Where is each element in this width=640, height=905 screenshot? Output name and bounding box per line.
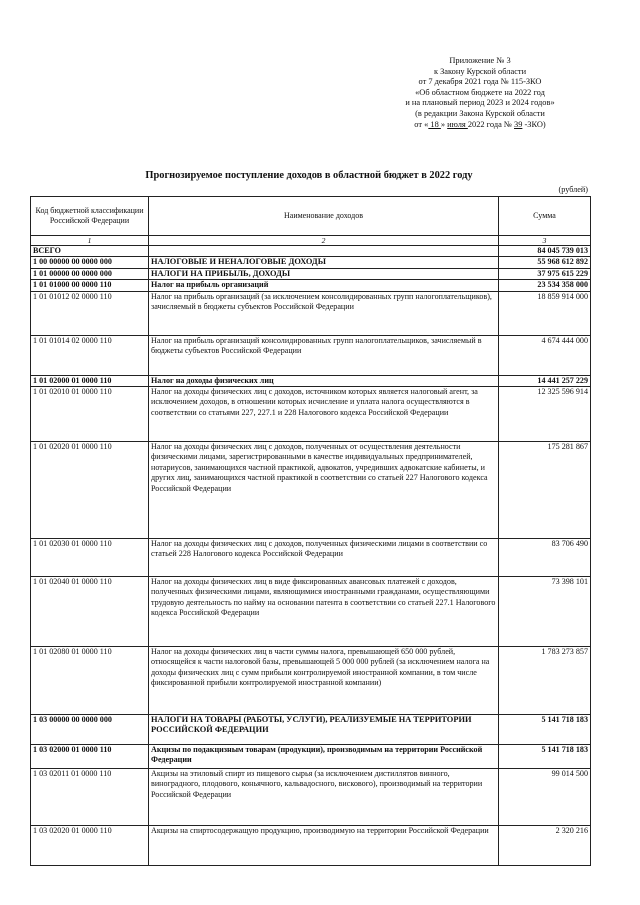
row-name: Налог на доходы физических лиц с доходов, полученных физическими лицами в соответствии со статьей 228 Налогового кодекса Российской Федерации [149, 539, 499, 577]
table-row [31, 268, 591, 279]
row-name: Налог на доходы физических лиц [149, 375, 499, 386]
row-amount: 175 281 867 [499, 442, 591, 539]
row-amount: 12 325 596 914 [499, 387, 591, 442]
row-amount: 23 534 358 000 [499, 280, 591, 291]
row-code: 1 01 01014 02 0000 110 [31, 335, 149, 375]
table-row [31, 442, 591, 539]
row-name: Налог на доходы физических лиц с доходов, источником которых является налоговый агент, за исключением доходов, в отношении которых исчисление и уплата налога осуществляются в соответствии со статьями 227, 227.1 и 228 Налогового кодекса Российской Федерации [149, 387, 499, 442]
row-amount: 84 045 739 013 [499, 246, 591, 257]
row-name: Налог на прибыль организаций [149, 280, 499, 291]
row-code: 1 03 02011 01 0000 110 [31, 769, 149, 826]
table-row [31, 291, 591, 335]
row-amount: 4 674 444 000 [499, 335, 591, 375]
row-amount: 14 441 257 229 [499, 375, 591, 386]
table-row [31, 826, 591, 866]
row-code: 1 03 00000 00 0000 000 [31, 715, 149, 745]
row-code: 1 01 00000 00 0000 000 [31, 268, 149, 279]
header-amount: Сумма [499, 197, 591, 236]
row-code: 1 01 02040 01 0000 110 [31, 577, 149, 647]
table-header-row [31, 197, 591, 236]
table-row [31, 375, 591, 386]
row-name [149, 246, 499, 257]
date-day: 18 [428, 119, 441, 129]
row-amount: 83 706 490 [499, 539, 591, 577]
row-amount: 55 968 612 892 [499, 257, 591, 268]
row-code: ВСЕГО [31, 246, 149, 257]
appendix-line: и на плановый период 2023 и 2024 годов» [405, 98, 555, 108]
row-amount: 18 859 914 000 [499, 291, 591, 335]
row-name: Акцизы по подакцизным товарам (продукции), производимым на территории Российской Федерации [149, 745, 499, 769]
row-code: 1 01 02010 01 0000 110 [31, 387, 149, 442]
row-code: 1 01 02020 01 0000 110 [31, 442, 149, 539]
date-separator: » [440, 119, 448, 129]
column-number: 2 [149, 236, 499, 246]
appendix-line: от 7 декабря 2021 года № 115-ЗКО [418, 77, 542, 87]
row-name: Налог на доходы физических лиц в виде фиксированных авансовых платежей с доходов, полученных физическими лицами, являющимися иностранными гражданами, осуществляющими трудовую деятельность по найму на основании патента в соответствии со статьей 227.1 Налогового кодекса Российской Федерации [149, 577, 499, 647]
row-name: Налог на прибыль организаций консолидированных групп налогоплательщиков, зачисляемый в бюджеты субъектов Российской Федерации [149, 335, 499, 375]
row-name: НАЛОГИ НА ПРИБЫЛЬ, ДОХОДЫ [149, 268, 499, 279]
appendix-line: Приложение № 3 [449, 56, 511, 65]
row-code: 1 01 02080 01 0000 110 [31, 647, 149, 715]
document-title: Прогнозируемое поступление доходов в областной бюджет в 2022 году [145, 170, 473, 181]
row-amount: 5 141 718 183 [499, 745, 591, 769]
row-name: Налог на доходы физических лиц в части суммы налога, превышающей 650 000 рублей, относящейся к части налоговой базы, превышающей 5 000 000 рублей (за исключением налога на доходы физических лиц с сумм прибыли контролируемой иностранной компании, в том числе фиксированной прибыли контролируемой иностранной компании) [149, 647, 499, 715]
row-amount: 99 014 500 [499, 769, 591, 826]
row-name: Акцизы на спиртосодержащую продукцию, производимую на территории Российской Федерации [149, 826, 499, 866]
table-row [31, 769, 591, 826]
row-amount: 5 141 718 183 [499, 715, 591, 745]
row-amount: 73 398 101 [499, 577, 591, 647]
row-amount: 2 320 216 [499, 826, 591, 866]
row-code: 1 01 01000 00 0000 110 [31, 280, 149, 291]
row-name: Акцизы на этиловый спирт из пищевого сырья (за исключением дистиллятов винного, виноградного, плодового, коньячного, кальвадосного, вискового), производимый на территории Российской Федерации [149, 769, 499, 826]
row-name: НАЛОГОВЫЕ И НЕНАЛОГОВЫЕ ДОХОДЫ [149, 257, 499, 268]
appendix-line: к Закону Курской области [433, 66, 527, 76]
table-row [31, 257, 591, 268]
row-code: 1 01 01012 02 0000 110 [31, 291, 149, 335]
row-name: Налог на доходы физических лиц с доходов, полученных от осуществления деятельности физическими лицами, зарегистрированными в качестве индивидуальных предпринимателей, нотариусов, занимающихся частной практикой, адвокатов, учредивших адвокатские кабинеты, и других лиц, занимающихся частной практикой в соответствии со статьей 227 Налогового кодекса Российской Федерации [149, 442, 499, 539]
appendix-line-date [360, 120, 600, 131]
row-code: 1 01 02030 01 0000 110 [31, 539, 149, 577]
units-label: (рублей) [558, 185, 588, 194]
table-row [31, 539, 591, 577]
appendix-line: «Об областном бюджете на 2022 год [415, 87, 545, 97]
table-row [31, 715, 591, 745]
date-suffix: -ЗКО) [522, 119, 546, 129]
row-code: 1 01 02000 01 0000 110 [31, 375, 149, 386]
row-code: 1 03 02000 01 0000 110 [31, 745, 149, 769]
table-row [31, 280, 591, 291]
row-code: 1 00 00000 00 0000 000 [31, 257, 149, 268]
appendix-block [360, 56, 600, 130]
column-number: 3 [499, 236, 591, 246]
column-number: 1 [31, 236, 149, 246]
table-row [31, 745, 591, 769]
date-month: июля [447, 119, 468, 129]
date-prefix: от « [414, 119, 429, 129]
column-number-row [31, 236, 591, 246]
revenue-table [30, 196, 591, 866]
table-row [31, 577, 591, 647]
row-amount: 1 783 273 857 [499, 647, 591, 715]
header-code: Код бюджетной классификации Российской Федерации [31, 197, 149, 236]
row-name: Налог на прибыль организаций (за исключением консолидированных групп налогоплательщиков), зачисляемый в бюджеты субъектов Российской Федерации [149, 291, 499, 335]
row-amount: 37 975 615 229 [499, 268, 591, 279]
revenue-table-body [31, 197, 591, 866]
header-name: Наименование доходов [149, 197, 499, 236]
table-row [31, 335, 591, 375]
appendix-line: (в редакции Закона Курской области [415, 108, 545, 118]
table-row [31, 387, 591, 442]
date-year: 2022 года № [467, 119, 515, 129]
row-code: 1 03 02020 01 0000 110 [31, 826, 149, 866]
table-row [31, 246, 591, 257]
row-name: НАЛОГИ НА ТОВАРЫ (РАБОТЫ, УСЛУГИ), РЕАЛИЗУЕМЫЕ НА ТЕРРИТОРИИ РОССИЙСКОЙ ФЕДЕРАЦИИ [149, 715, 499, 745]
table-row [31, 647, 591, 715]
law-number: 39 [514, 119, 523, 129]
